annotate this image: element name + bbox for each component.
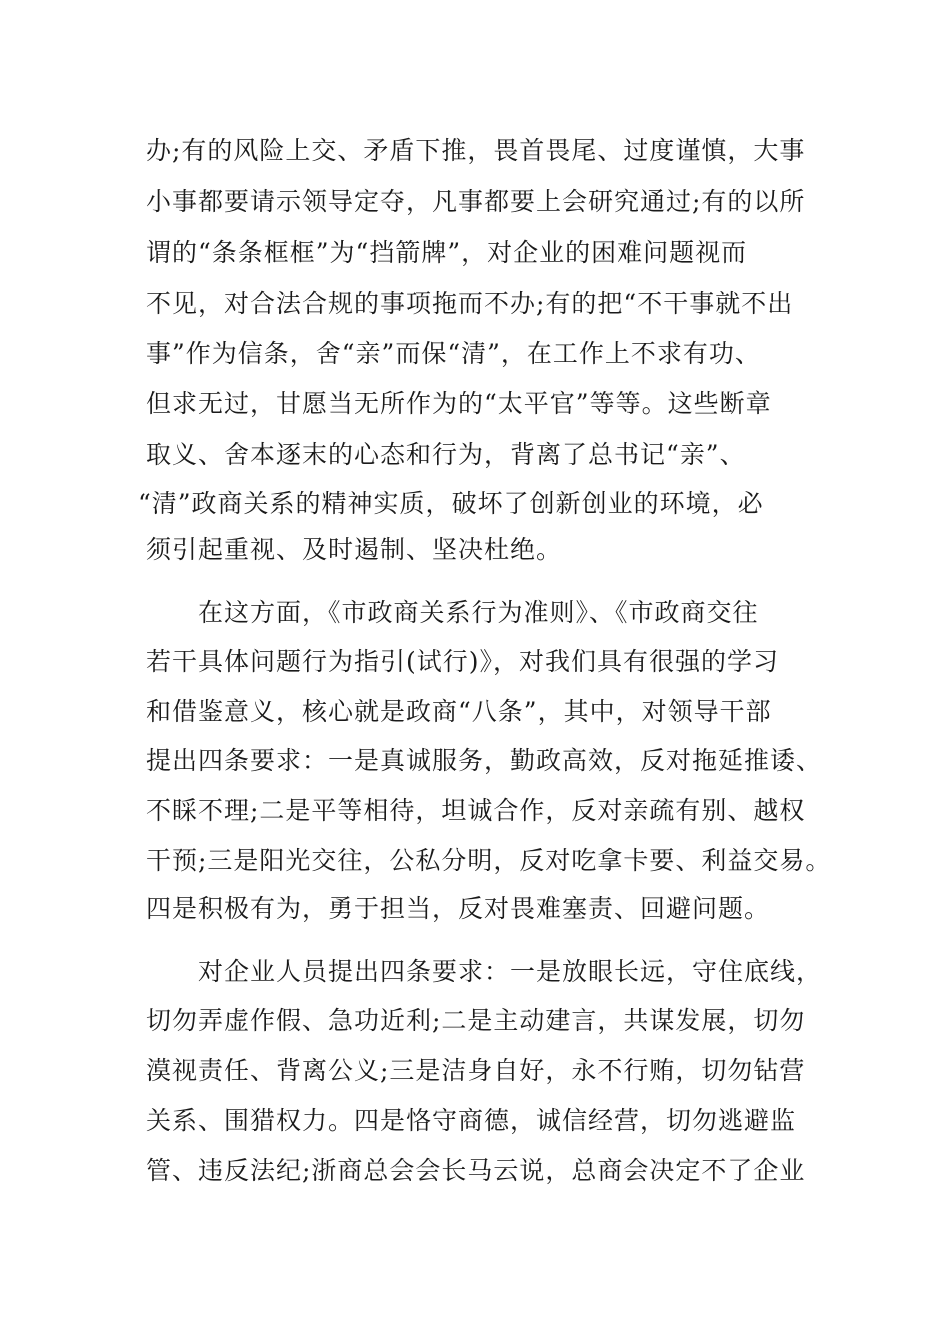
text-line: 干预;三是阳光交往，公私分明，反对吃拿卡要、利益交易。 — [146, 846, 832, 875]
text-line: 办;有的风险上交、矛盾下推，畏首畏尾、过度谨慎，大事 — [146, 136, 806, 165]
text-line: 取义、舍本逐末的心态和行为，背离了总书记“亲”、 — [146, 440, 746, 469]
text-line: 不睬不理;二是平等相待，坦诚合作，反对亲疏有别、越权 — [146, 796, 806, 825]
text-line: 但求无过，甘愿当无所作为的“太平官”等等。这些断章 — [146, 389, 772, 418]
text-line: 不见，对合法合规的事项拖而不办;有的把“不干事就不出 — [146, 289, 794, 318]
text-line: 对企业人员提出四条要求：一是放眼长远，守住底线， — [198, 957, 823, 986]
text-line: 和借鉴意义，核心就是政商“八条”，其中，对领导干部 — [146, 697, 772, 726]
text-line: “清”政商关系的精神实质，破坏了创新创业的环境，必 — [138, 489, 764, 518]
text-line: 关系、围猎权力。四是恪守商德，诚信经营，切勿逃避监 — [146, 1106, 797, 1135]
text-line: 须引起重视、及时遏制、坚决杜绝。 — [146, 535, 563, 564]
text-line: 事”作为信条，舍“亲”而保“清”，在工作上不求有功、 — [146, 339, 761, 368]
text-line: 漠视责任、背离公义;三是洁身自好，永不行贿，切勿钻营 — [146, 1056, 806, 1085]
text-line: 若干具体问题行为指引(试行)》，对我们具有很强的学习 — [146, 647, 780, 676]
text-line: 谓的“条条框框”为“挡箭牌”，对企业的困难问题视而 — [146, 238, 748, 267]
text-line: 四是积极有为，勇于担当，反对畏难塞责、回避问题。 — [146, 894, 771, 923]
text-line: 在这方面，《市政商关系行为准则》、《市政商交往 — [198, 598, 759, 627]
text-line: 小事都要请示领导定夺，凡事都要上会研究通过;有的以所 — [146, 187, 806, 216]
text-line: 管、违反法纪;浙商总会会长马云说，总商会决定不了企业 — [146, 1156, 806, 1185]
text-line: 切勿弄虚作假、急功近利;二是主动建言，共谋发展，切勿 — [146, 1006, 806, 1035]
text-line: 提出四条要求：一是真诚服务，勤政高效，反对拖延推诿、 — [146, 746, 823, 775]
